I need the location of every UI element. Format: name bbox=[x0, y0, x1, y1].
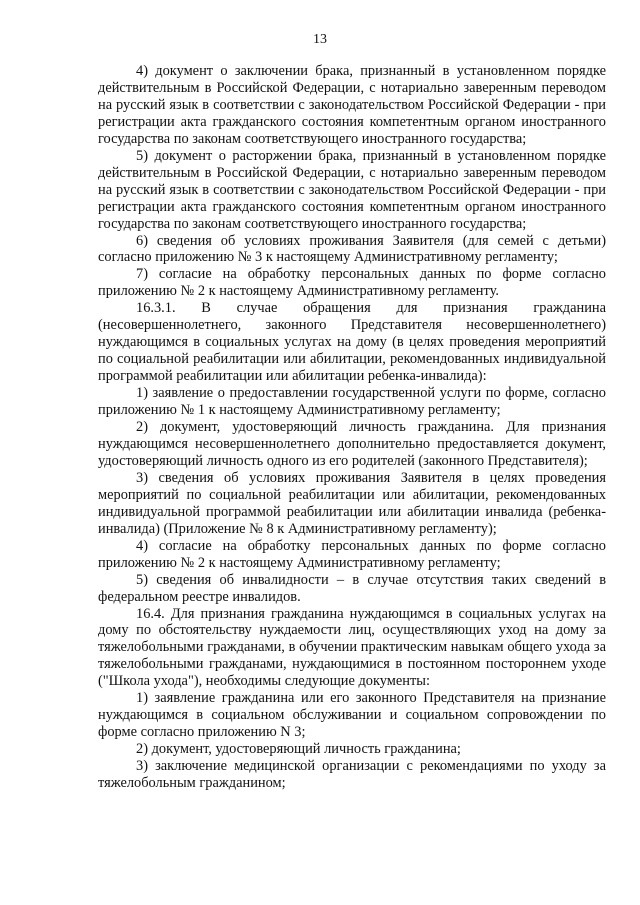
paragraph-identity-document: 2) документ, удостоверяющий личность гражданина. Для признания нуждающимся несовершеннолетнего дополнительно предоставляется документ, удостоверяющий личность одного из его родителей (законного Представителя); bbox=[98, 419, 606, 469]
page-number: 13 bbox=[313, 32, 327, 47]
paragraph-marriage-document: 4) документ о заключении брака, признанный в установленном порядке действительным в Российской Федерации, с нотариально заверенным переводом на русский язык в соответствии с законодательством Российской Федерации - при регистрации акта гражданского состояния компетентным органом иностранного государства по законам соответствующего иностранного государства; bbox=[98, 63, 606, 147]
paragraph-personal-data-consent: 7) согласие на обработку персональных данных по форме согласно приложению № 2 к настоящему Административному регламенту. bbox=[98, 266, 606, 300]
paragraph-citizen-identity: 2) документ, удостоверяющий личность гражданина; bbox=[136, 741, 461, 758]
document-body bbox=[98, 63, 606, 792]
paragraph-application: 1) заявление о предоставлении государственной услуги по форме, согласно приложению № 1 к настоящему Административному регламенту; bbox=[98, 385, 606, 419]
paragraph-16-4: 16.4. Для признания гражданина нуждающимся в социальных услугах на дому по обстоятельству нуждаемости лиц, осуществляющих уход на дому за тяжелобольными гражданами, в обучении практическим навыкам общего ухода за тяжелобольными гражданами, нуждающимися в постоянном постороннем уходе ("Школа ухода"), необходимы следующие документы: bbox=[98, 605, 606, 690]
paragraph-divorce-document: 5) документ о расторжении брака, признанный в установленном порядке действительным в Российской Федерации, с нотариально заверенным переводом на русский язык в соответствии с законодательством Российской Федерации - при регистрации акта гражданского состояния компетентным органом иностранного государства по законам соответствующего иностранного государства; bbox=[98, 147, 606, 232]
paragraph-16-3-1: 16.3.1. В случае обращения для признания гражданина (несовершеннолетнего, законного Представителя несовершеннолетнего) нуждающимся в социальных услугах на дому (в целях проведения мероприятий по социальной реабилитации или абилитации, рекомендованных индивидуальной программой реабилитации или абилитации ребенка-инвалида): bbox=[98, 300, 606, 385]
paragraph-personal-data-consent-2: 4) согласие на обработку персональных данных по форме согласно приложению № 2 к настоящему Административному регламенту; bbox=[98, 537, 606, 571]
paragraph-rehabilitation-conditions: 3) сведения об условиях проживания Заявителя в целях проведения мероприятий по социальной реабилитации или абилитации, рекомендованных индивидуальной программой реабилитации или абилитации инвалида (ребенка-инвалида) (Приложение № 8 к Административному регламенту); bbox=[98, 469, 606, 537]
paragraph-medical-conclusion: 3) заключение медицинской организации с рекомендациями по уходу за тяжелобольным гражданином; bbox=[98, 758, 606, 792]
paragraph-citizen-application: 1) заявление гражданина или его законного Представителя на признание нуждающимся в социальном обслуживании и социальном сопровождении по форме согласно приложению N 3; bbox=[98, 690, 606, 741]
paragraph-disability-info: 5) сведения об инвалидности – в случае отсутствия таких сведений в федеральном реестре инвалидов. bbox=[98, 571, 606, 605]
paragraph-living-conditions: 6) сведения об условиях проживания Заявителя (для семей с детьми) согласно приложению № 3 к настоящему Административному регламенту; bbox=[98, 232, 606, 266]
